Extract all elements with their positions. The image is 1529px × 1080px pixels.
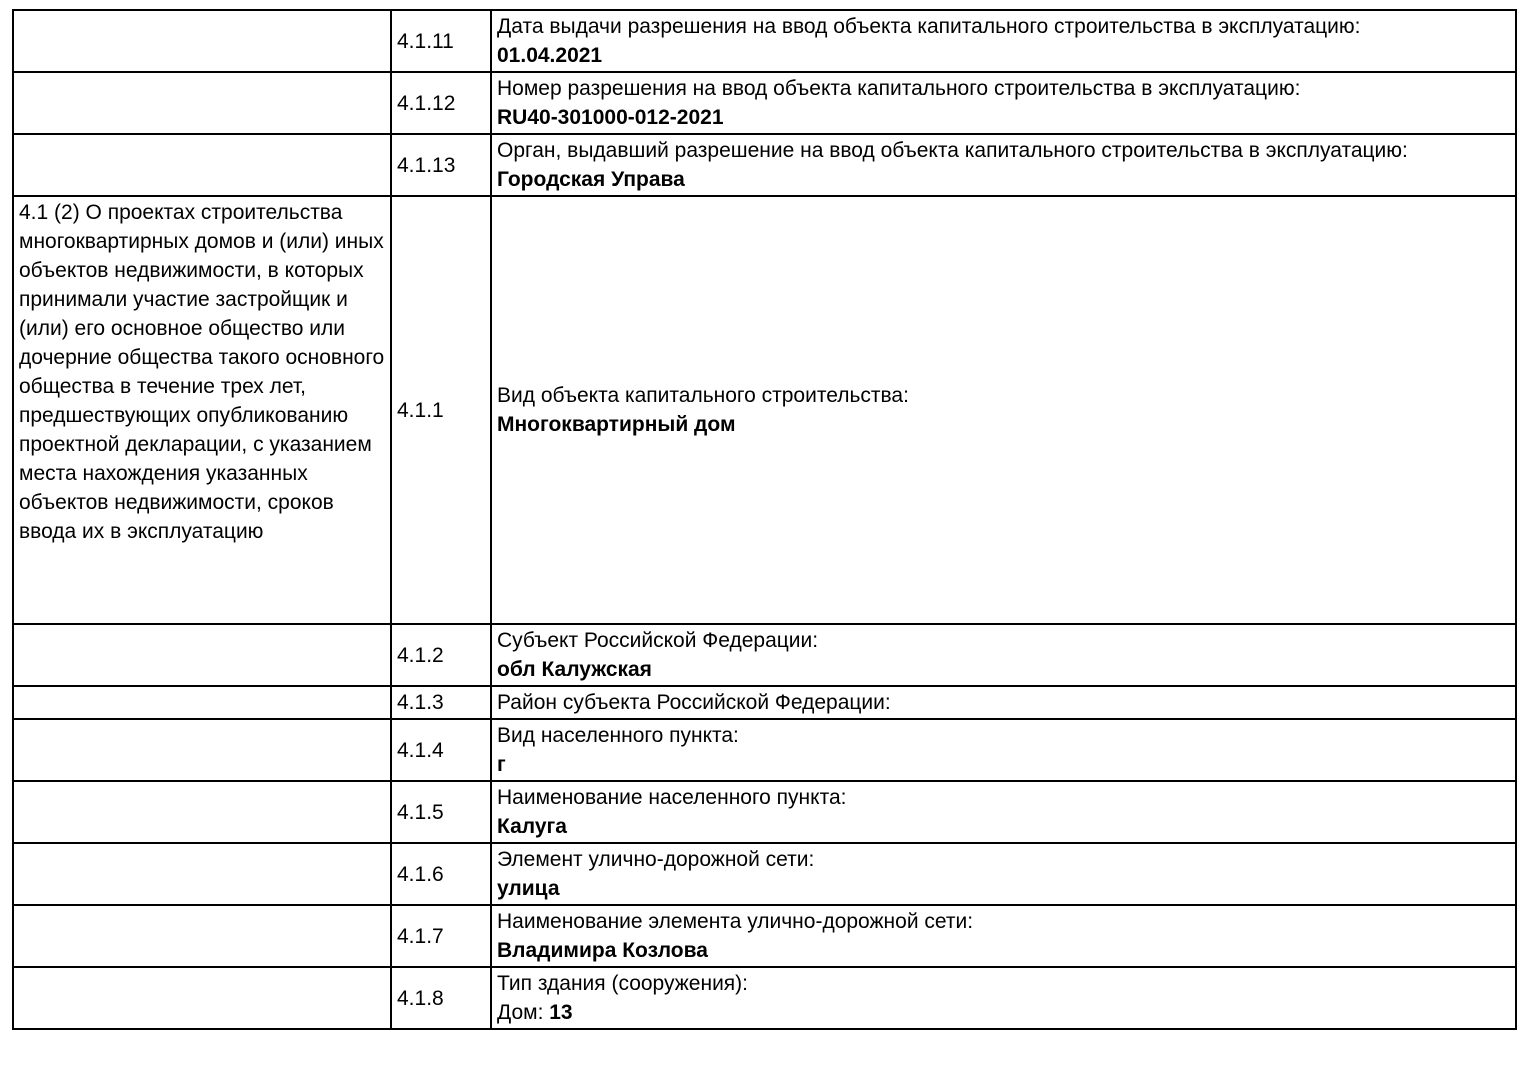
row-code-cell (391, 905, 491, 967)
row-code-cell (391, 624, 491, 686)
row-description-cell (13, 967, 391, 1029)
row-code-cell (391, 967, 491, 1029)
field-value-line (497, 874, 1510, 903)
row-content-cell (491, 624, 1516, 686)
row-content-cell (491, 967, 1516, 1029)
field-label: Вид населенного пункта: (497, 724, 739, 747)
row-description-cell (13, 686, 391, 719)
field-value-line (497, 936, 1510, 965)
field-value: обл Калужская (497, 658, 652, 681)
field-value-line (497, 41, 1510, 70)
row-code-cell (391, 781, 491, 843)
field-value-prefix: Дом: (497, 1001, 550, 1024)
field-label: Дата выдачи разрешения на ввод объекта капитального строительства в эксплуатацию: (497, 15, 1361, 38)
table-row (13, 134, 1516, 196)
row-code: 4.1.3 (397, 691, 444, 714)
row-content-cell (491, 196, 1516, 624)
row-description-cell (13, 843, 391, 905)
row-description-cell (13, 719, 391, 781)
field-value: улица (497, 877, 560, 900)
table-row (13, 781, 1516, 843)
field-value: 13 (549, 1001, 573, 1024)
field-value: 01.04.2021 (497, 44, 603, 67)
field-label: Наименование населенного пункта: (497, 786, 847, 809)
row-code: 4.1.7 (397, 924, 444, 948)
field-value: Многоквартирный дом (497, 413, 736, 436)
row-description-cell (13, 134, 391, 196)
section-description: 4.1 (2) О проектах строительства многоквартирных домов и (или) иных объектов недвижимости, в которых принимали участие застройщик и (или) его основное общество или дочерние общества такого основного общества в течение трех лет, предшествующих опубликованию проектной декларации, с указанием места нахождения указанных объектов недвижимости, сроков ввода их в эксплуатацию (19, 201, 385, 543)
field-label: Элемент улично-дорожной сети: (497, 848, 815, 871)
row-code: 4.1.13 (397, 153, 456, 177)
field-value: Калуга (497, 815, 567, 838)
field-label: Район субъекта Российской Федерации: (497, 691, 891, 714)
table-row (13, 196, 1516, 624)
field-value-line (497, 410, 1510, 439)
row-content-cell (491, 10, 1516, 72)
table-row (13, 843, 1516, 905)
row-code: 4.1.8 (397, 986, 444, 1010)
row-code-cell (391, 72, 491, 134)
row-description-cell (13, 624, 391, 686)
row-code: 4.1.2 (397, 643, 444, 667)
field-value: Городская Управа (497, 168, 685, 191)
field-label: Вид объекта капитального строительства: (497, 384, 909, 407)
field-value-line (497, 750, 1510, 779)
row-code: 4.1.5 (397, 800, 444, 824)
table-row (13, 624, 1516, 686)
row-code: 4.1.12 (397, 91, 456, 115)
field-label: Номер разрешения на ввод объекта капитального строительства в эксплуатацию: (497, 77, 1301, 100)
row-code: 4.1.11 (397, 29, 454, 53)
field-value-line (497, 655, 1510, 684)
project-declaration-table (12, 9, 1517, 1030)
field-value-line (497, 103, 1510, 132)
row-description-cell (13, 781, 391, 843)
row-code: 4.1.6 (397, 862, 444, 886)
table-row (13, 905, 1516, 967)
table-row (13, 72, 1516, 134)
field-label: Орган, выдавший разрешение на ввод объекта капитального строительства в эксплуатацию: (497, 139, 1408, 162)
field-label: Наименование элемента улично-дорожной сети: (497, 910, 974, 933)
row-code-cell (391, 196, 491, 624)
row-content-cell (491, 719, 1516, 781)
field-label: Тип здания (сооружения): (497, 972, 748, 995)
field-value: RU40-301000-012-2021 (497, 106, 724, 129)
row-content-cell (491, 72, 1516, 134)
field-value: Владимира Козлова (497, 939, 708, 962)
row-content-cell (491, 134, 1516, 196)
row-content-cell (491, 843, 1516, 905)
row-content-cell (491, 686, 1516, 719)
row-description-cell (13, 10, 391, 72)
row-content-cell (491, 781, 1516, 843)
field-label: Субъект Российской Федерации: (497, 629, 819, 652)
declaration-table-body (13, 10, 1516, 1029)
row-code-cell (391, 843, 491, 905)
row-content-cell (491, 905, 1516, 967)
table-row (13, 686, 1516, 719)
row-code-cell (391, 686, 491, 719)
field-value-line (497, 165, 1510, 194)
field-value: г (497, 753, 506, 776)
row-code-cell (391, 10, 491, 72)
row-code: 4.1.1 (397, 398, 444, 422)
field-value-line (497, 998, 1510, 1027)
row-code-cell (391, 134, 491, 196)
field-value-line (497, 812, 1510, 841)
row-code: 4.1.4 (397, 738, 444, 762)
table-row (13, 967, 1516, 1029)
row-description-cell (13, 905, 391, 967)
table-row (13, 10, 1516, 72)
row-description-cell (13, 72, 391, 134)
table-row (13, 719, 1516, 781)
row-description-cell (13, 196, 391, 624)
row-code-cell (391, 719, 491, 781)
